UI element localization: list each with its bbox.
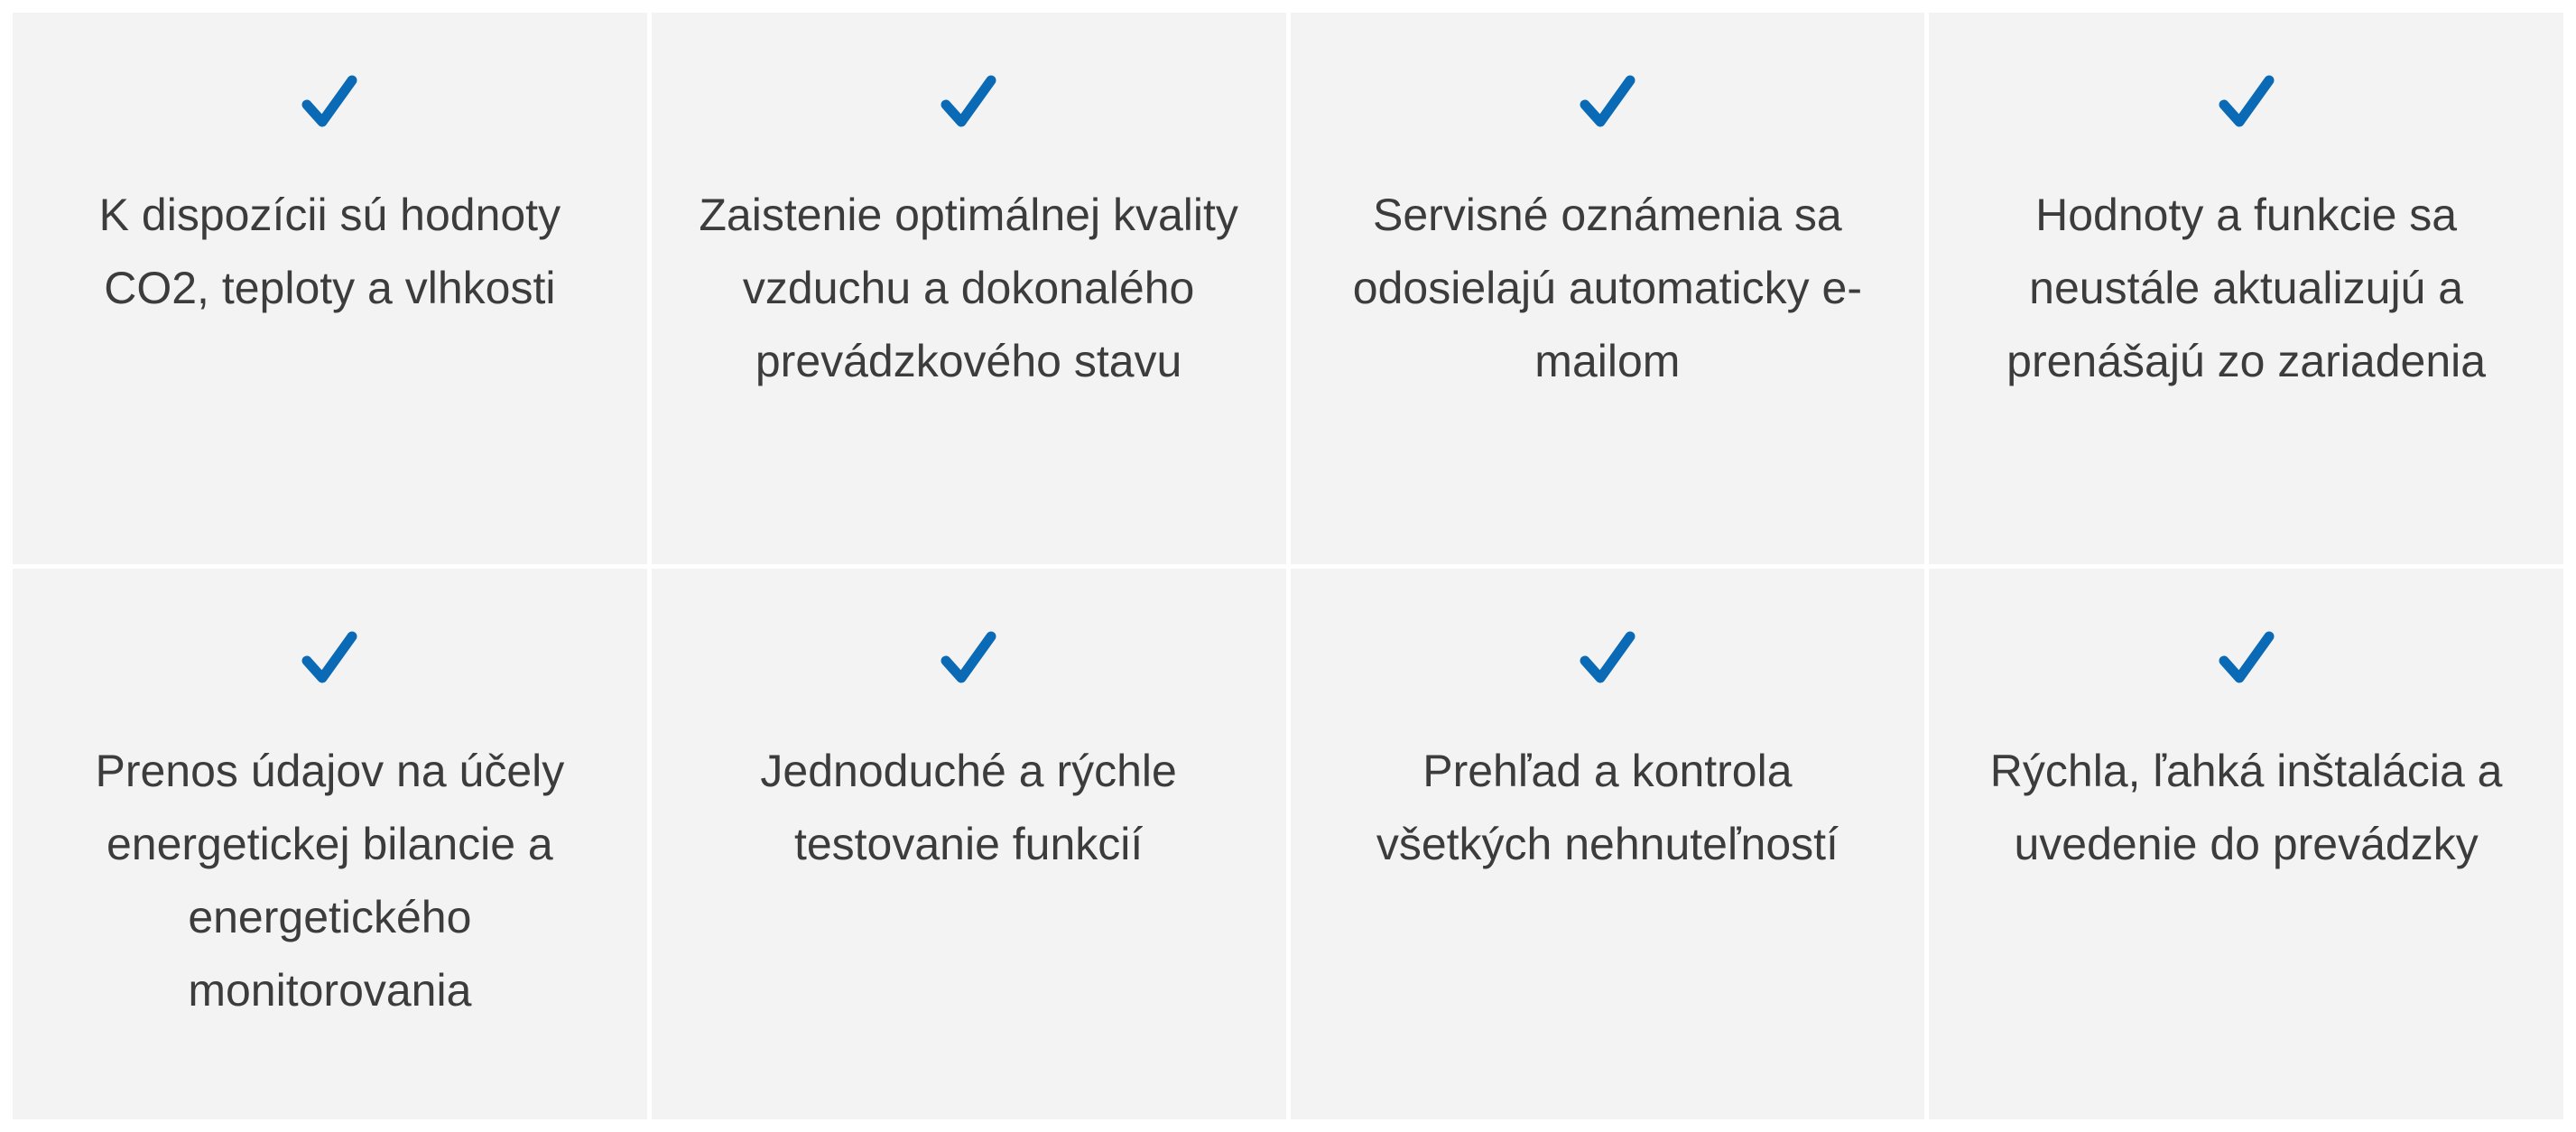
checkmark-icon: [301, 72, 358, 132]
feature-cell: [652, 569, 1286, 1120]
feature-text: Servisné oznámenia sa odosielajú automaticky e-mailom: [1352, 190, 1862, 386]
checkmark-icon: [940, 628, 997, 688]
feature-text: Hodnoty a funkcie sa neustále aktualizujú a prenášajú zo zariadenia: [2006, 190, 2487, 386]
feature-text: Jednoduché a rýchle testovanie funkcií: [760, 745, 1177, 869]
feature-text: K dispozícii sú hodnoty CO2, teploty a vlhkosti: [98, 190, 561, 313]
feature-cell: [1929, 13, 2563, 564]
feature-cell: [652, 13, 1286, 564]
feature-text: Prenos údajov na účely energetickej bilancie a energetického monitorovania: [95, 745, 565, 1016]
feature-cell: [1929, 569, 2563, 1120]
checkmark-icon: [1579, 628, 1636, 688]
checkmark-icon: [301, 628, 358, 688]
feature-text: Zaistenie optimálnej kvality vzduchu a dokonalého prevádzkového stavu: [699, 190, 1238, 386]
feature-text: Rýchla, ľahká inštalácia a uvedenie do prevádzky: [1989, 745, 2503, 869]
feature-cell: [13, 13, 647, 564]
feature-grid: [13, 13, 2563, 1119]
checkmark-icon: [940, 72, 997, 132]
checkmark-icon: [2218, 628, 2275, 688]
feature-cell: [1291, 569, 1925, 1120]
feature-cell: [13, 569, 647, 1120]
feature-text: Prehľad a kontrola všetkých nehnuteľností: [1376, 745, 1839, 869]
feature-cell: [1291, 13, 1925, 564]
checkmark-icon: [1579, 72, 1636, 132]
checkmark-icon: [2218, 72, 2275, 132]
